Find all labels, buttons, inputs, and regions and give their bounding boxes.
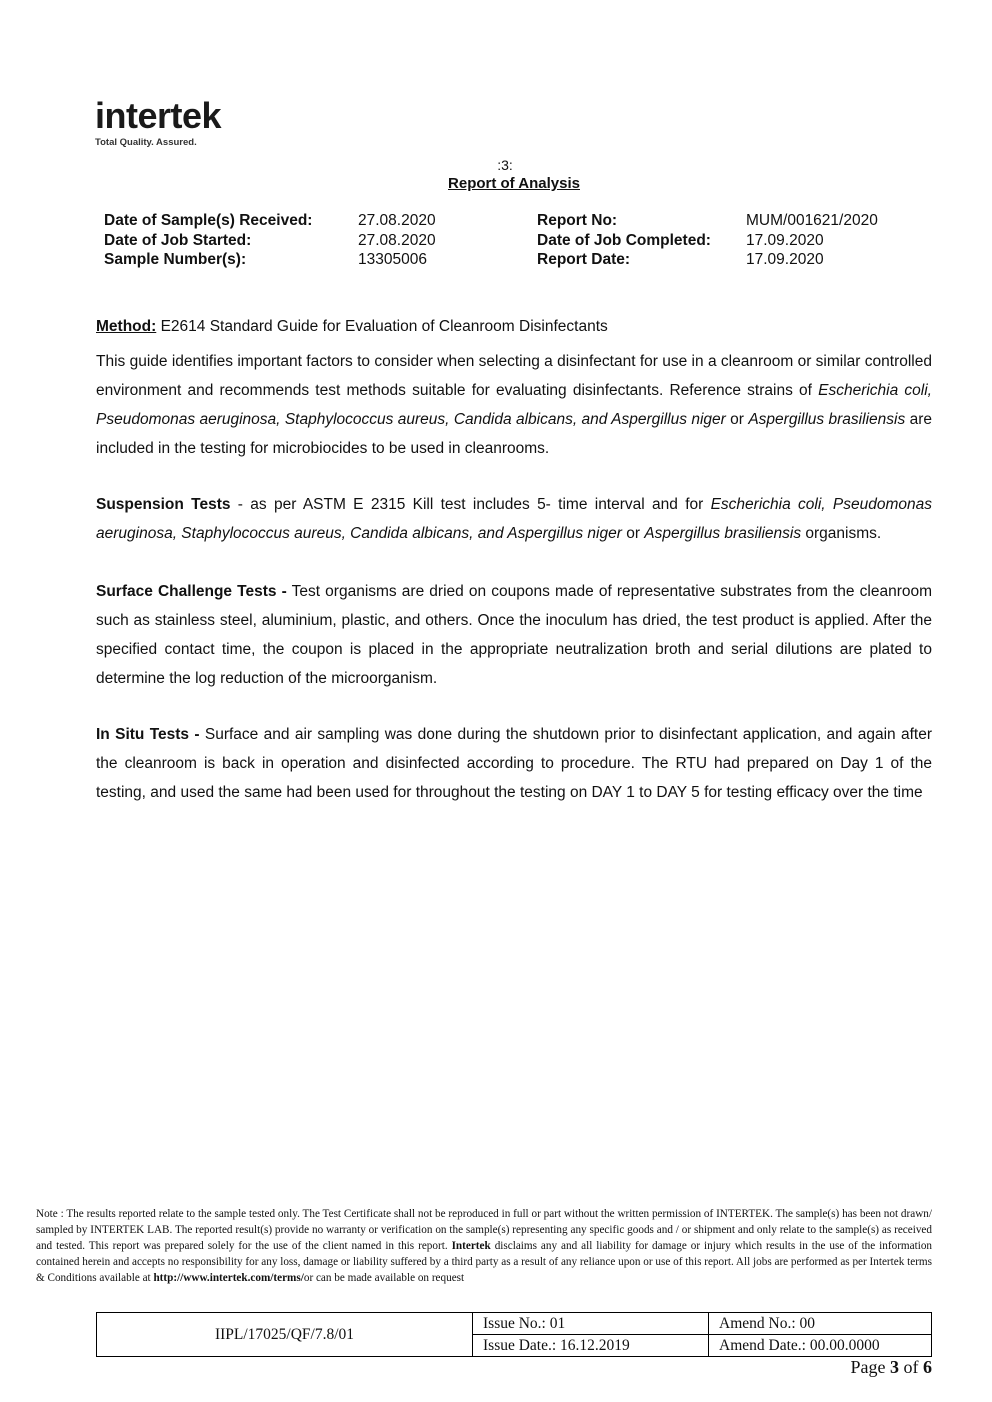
date-completed-value: 17.09.2020 — [746, 231, 824, 249]
date-started-label: Date of Job Started: — [104, 231, 252, 249]
issue-no-cell: Issue No.: 01 — [473, 1313, 709, 1335]
report-date-value: 17.09.2020 — [746, 251, 824, 268]
suspension-text-1: - as per ASTM E 2315 Kill test includes 5- time interval and for — [230, 496, 711, 513]
intro-text-3: are included in the testing for microbiocides to be used in cleanrooms. — [96, 411, 932, 457]
method-label: Method: — [96, 318, 157, 335]
surface-paragraph — [96, 577, 932, 693]
suspension-paragraph — [96, 490, 932, 548]
insitu-heading: In Situ Tests - — [96, 726, 200, 743]
issue-date-cell: Issue Date.: 16.12.2019 — [473, 1335, 709, 1357]
surface-heading: Surface Challenge Tests - — [96, 583, 287, 600]
suspension-text-2: or — [621, 525, 645, 542]
suspension-text-3: organisms. — [801, 525, 882, 542]
amend-date-cell: Amend Date.: 00.00.0000 — [709, 1335, 932, 1357]
logo-wordmark: intertek — [95, 95, 222, 136]
surface-text: Test organisms are dried on coupons made of representative substrates from the cleanroom such as stainless steel, aluminium, plastic, and others. Once the inoculum has dried, the test product is applied. After the specified contact time, the coupon is placed in the appropriate neutralization broth and serial dilutions are plated to determine the log reduction of the microorganism. — [96, 583, 933, 687]
footer-disclaimer — [36, 1206, 932, 1286]
page-middle: of — [899, 1357, 923, 1377]
date-completed-label: Date of Job Completed: — [537, 231, 711, 249]
intro-text-2: or — [725, 411, 749, 428]
method-line — [96, 312, 932, 341]
logo-tagline: Total Quality. Assured. — [95, 137, 197, 148]
document-control-table — [96, 1312, 932, 1357]
info-left-values — [358, 211, 436, 270]
report-date-label: Report Date: — [537, 251, 631, 268]
report-no-value: MUM/001621/2020 — [746, 212, 878, 229]
note-text-1: Note : The results reported relate to the sample tested only. The Test Certificate shall not be reproduced in full or part without the written permission of INTERTEK. The sample(s) has been not drawn/ sampled by INTERTEK LAB. The reported result(s) provide no warranty or verification on the sample(s) representing any specific goods and / or shipment and only relate to the sample(s) as received and tested. This report was prepared solely for the use of the client named in this report. — [36, 1208, 932, 1252]
info-left-labels — [104, 211, 312, 270]
intertek-logo — [95, 95, 222, 148]
suspension-organisms: Escherichia coli, Pseudomonas aeruginosa, Staphylococcus aureus, Candida albicans, and Aspergillus niger — [96, 496, 932, 542]
sample-number-label: Sample Number(s): — [104, 251, 247, 268]
date-received-label: Date of Sample(s) Received: — [104, 212, 313, 229]
insitu-paragraph — [96, 720, 932, 807]
intro-organisms: Escherichia coli, Pseudomonas aeruginosa, Staphylococcus aureus, Candida albicans, and Aspergillus niger — [96, 382, 932, 428]
note-intertek: Intertek — [451, 1240, 491, 1252]
note-text-3: or can be made available on request — [303, 1272, 465, 1284]
date-started-value: 27.08.2020 — [358, 231, 436, 249]
intro-organism-2: Aspergillus brasiliensis — [748, 411, 906, 428]
report-title: Report of Analysis — [448, 175, 580, 192]
suspension-organism-2: Aspergillus brasiliensis — [644, 525, 802, 542]
page-current: 3 — [890, 1357, 899, 1377]
intro-paragraph — [96, 347, 932, 463]
intro-text-1: This guide identifies important factors to consider when selecting a disinfectant for use in a cleanroom or similar controlled environment and recommends test methods suitable for evaluating disinfectants. Reference strains of — [96, 353, 932, 399]
terms-link[interactable]: http://www.intertek.com/terms/ — [153, 1272, 304, 1284]
sample-number-value: 13305006 — [358, 251, 427, 268]
page-number — [851, 1357, 933, 1378]
page-prefix: Page — [850, 1357, 890, 1377]
info-right-labels — [537, 211, 711, 270]
method-text: E2614 Standard Guide for Evaluation of Cleanroom Disinfectants — [156, 318, 608, 335]
amend-no-cell: Amend No.: 00 — [709, 1313, 932, 1335]
report-no-label: Report No: — [537, 212, 618, 229]
note-text-2: disclaims any and all liability for damage or injury which results in the use of the information contained herein and accepts no responsibility for any loss, damage or liability suffered by a third party as a result of any reliance upon or use of this report. All jobs are performed as per Intertek terms & Conditions available at — [36, 1240, 933, 1284]
info-right-values — [746, 211, 878, 270]
suspension-heading: Suspension Tests — [96, 496, 231, 513]
insitu-text: Surface and air sampling was done during the shutdown prior to disinfectant application, and again after the cleanroom is back in operation and disinfected according to procedure. The RTU had prepared on Day 1 of the testing, and used the same had been used for throughout the testing on DAY 1 to DAY 5 for testing efficacy over the time — [96, 726, 932, 801]
page-code: :3: — [497, 157, 513, 173]
date-received-value: 27.08.2020 — [358, 212, 436, 229]
doc-code-cell: IIPL/17025/QF/7.8/01 — [97, 1313, 473, 1357]
page-total: 6 — [923, 1357, 932, 1377]
